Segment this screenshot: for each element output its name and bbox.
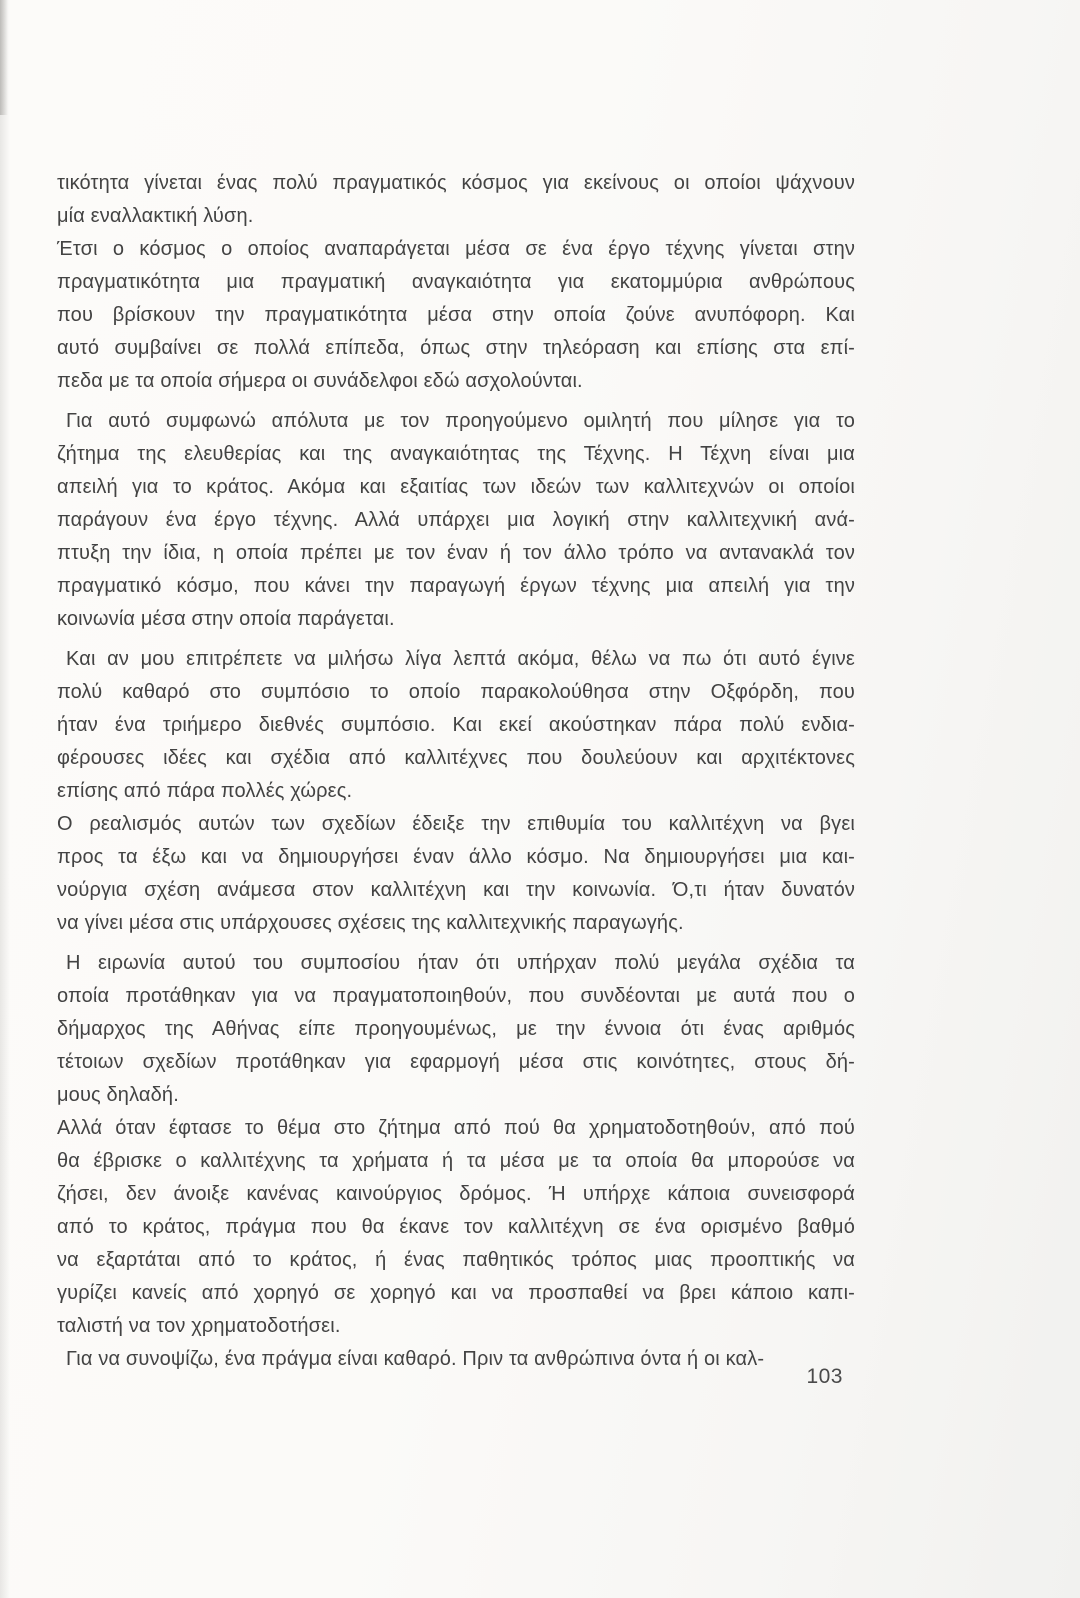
text-line: φέρουσες ιδέες και σχέδια από καλλιτέχνες που δουλεύουν και αρχιτέκτονες	[57, 747, 855, 769]
text-line: Η ειρωνία αυτού του συμποσίου ήταν ότι υπήρχαν πολύ μεγάλα σχέδια τα	[66, 952, 855, 974]
text-line: αυτό συμβαίνει σε πολλά επίπεδα, όπως στην τηλεόραση και επίσης στα επί-	[57, 337, 855, 359]
text-line: Για αυτό συμφωνώ απόλυτα με τον προηγούμενο ομιλητή που μίλησε για το	[66, 410, 855, 432]
text-line: ταλιστή να τον χρηματοδοτήσει.	[57, 1315, 341, 1337]
text-line: ήταν ένα τριήμερο διεθνές συμπόσιο. Και εκεί ακούστηκαν πάρα πολύ ενδια-	[57, 714, 855, 736]
paragraph	[57, 643, 855, 808]
text-line: που βρίσκουν την πραγματικότητα μέσα στην οποία ζούνε ανυπόφορη. Και	[57, 304, 855, 326]
text-line: προς τα έξω και να δημιουργήσει έναν άλλο κόσμο. Να δημιουργήσει μια και-	[57, 846, 855, 868]
text-line: πραγματικό κόσμο, που κάνει την παραγωγή έργων τέχνης μια απειλή για την	[57, 575, 855, 597]
text-line: θα έβρισκε ο καλλιτέχνης τα χρήματα ή τα μέσα με τα οποία θα μπορούσε να	[57, 1150, 855, 1172]
text-line: να γίνει μέσα στις υπάρχουσες σχέσεις της καλλιτεχνικής παραγωγής.	[57, 912, 684, 934]
text-line: μους δηλαδή.	[57, 1084, 179, 1106]
text-line: πραγματικότητα μια πραγματική αναγκαιότητα για εκατομμύρια ανθρώπους	[57, 271, 855, 293]
text-line: γυρίζει κανείς από χορηγό σε χορηγό και να προσπαθεί να βρει κάποιο καπι-	[57, 1282, 855, 1304]
text-line: να εξαρτάται από το κράτος, ή ένας παθητικός τρόπος μιας προοπτικής να	[57, 1249, 855, 1271]
body-text	[57, 167, 855, 1376]
paragraph	[57, 1112, 855, 1343]
text-line: μία εναλλακτική λύση.	[57, 205, 254, 227]
text-line: ζήτημα της ελευθερίας και της αναγκαιότητας της Τέχνης. Η Τέχνη είναι μια	[57, 443, 855, 465]
paragraph	[57, 808, 855, 940]
text-line: τέτοιων σχεδίων προτάθηκαν για εφαρμογή μέσα στις κοινότητες, στους δή-	[57, 1051, 855, 1073]
text-line: επίσης από πάρα πολλές χώρες.	[57, 780, 353, 802]
text-line: κοινωνία μέσα στην οποία παράγεται.	[57, 608, 395, 630]
text-line: νούργια σχέση ανάμεσα στον καλλιτέχνη και την κοινωνία. Ό,τι ήταν δυνατόν	[57, 879, 855, 901]
text-line: τικότητα γίνεται ένας πολύ πραγματικός κόσμος για εκείνους οι οποίοι ψάχνουν	[57, 172, 855, 194]
text-line: Για να συνοψίζω, ένα πράγμα είναι καθαρό. Πριν τα ανθρώπινα όντα ή οι καλ-	[66, 1348, 765, 1370]
text-line: Αλλά όταν έφτασε το θέμα στο ζήτημα από πού θα χρηματοδοτηθούν, από πού	[57, 1117, 855, 1139]
text-line: δήμαρχος της Αθήνας είπε προηγουμένως, με την έννοια ότι ένας αριθμός	[57, 1018, 855, 1040]
text-line: παράγουν ένα έργο τέχνης. Αλλά υπάρχει μια λογική στην καλλιτεχνική ανά-	[57, 509, 855, 531]
text-line: πτυξη την ίδια, η οποία πρέπει με τον έναν ή τον άλλο τρόπο να αντανακλά τον	[57, 542, 855, 564]
paragraph	[57, 233, 855, 398]
text-line: Ο ρεαλισμός αυτών των σχεδίων έδειξε την επιθυμία του καλλιτέχνη να βγει	[57, 813, 855, 835]
text-line: πεδα με τα οποία σήμερα οι συνάδελφοι εδώ ασχολούνται.	[57, 370, 583, 392]
text-line: Και αν μου επιτρέπετε να μιλήσω λίγα λεπτά ακόμα, θέλω να πω ότι αυτό έγινε	[66, 648, 855, 670]
paragraph	[57, 947, 855, 1112]
text-line: από το κράτος, πράγμα που θα έκανε τον καλλιτέχνη σε ένα ορισμένο βαθμό	[57, 1216, 855, 1238]
paragraph	[57, 167, 855, 233]
page-left-edge-shadow	[0, 0, 10, 1598]
text-line: ζήσει, δεν άνοιξε κανένας καινούργιος δρόμος. Ή υπήρχε κάποια συνεισφορά	[57, 1183, 855, 1205]
text-line: πολύ καθαρό στο συμπόσιο το οποίο παρακολούθησα στην Οξφόρδη, που	[57, 681, 855, 703]
text-line: οποία προτάθηκαν για να πραγματοποιηθούν, που συνδέονται με αυτά που ο	[57, 985, 855, 1007]
paragraph	[57, 405, 855, 636]
text-line: Έτσι ο κόσμος ο οποίος αναπαράγεται μέσα σε ένα έργο τέχνης γίνεται στην	[57, 238, 855, 260]
text-line: απειλή για το κράτος. Ακόμα και εξαιτίας των ιδεών των καλλιτεχνών οι οποίοι	[57, 476, 855, 498]
page-left-edge-shadow-top	[0, 0, 8, 115]
page-number: 103	[806, 1365, 843, 1388]
